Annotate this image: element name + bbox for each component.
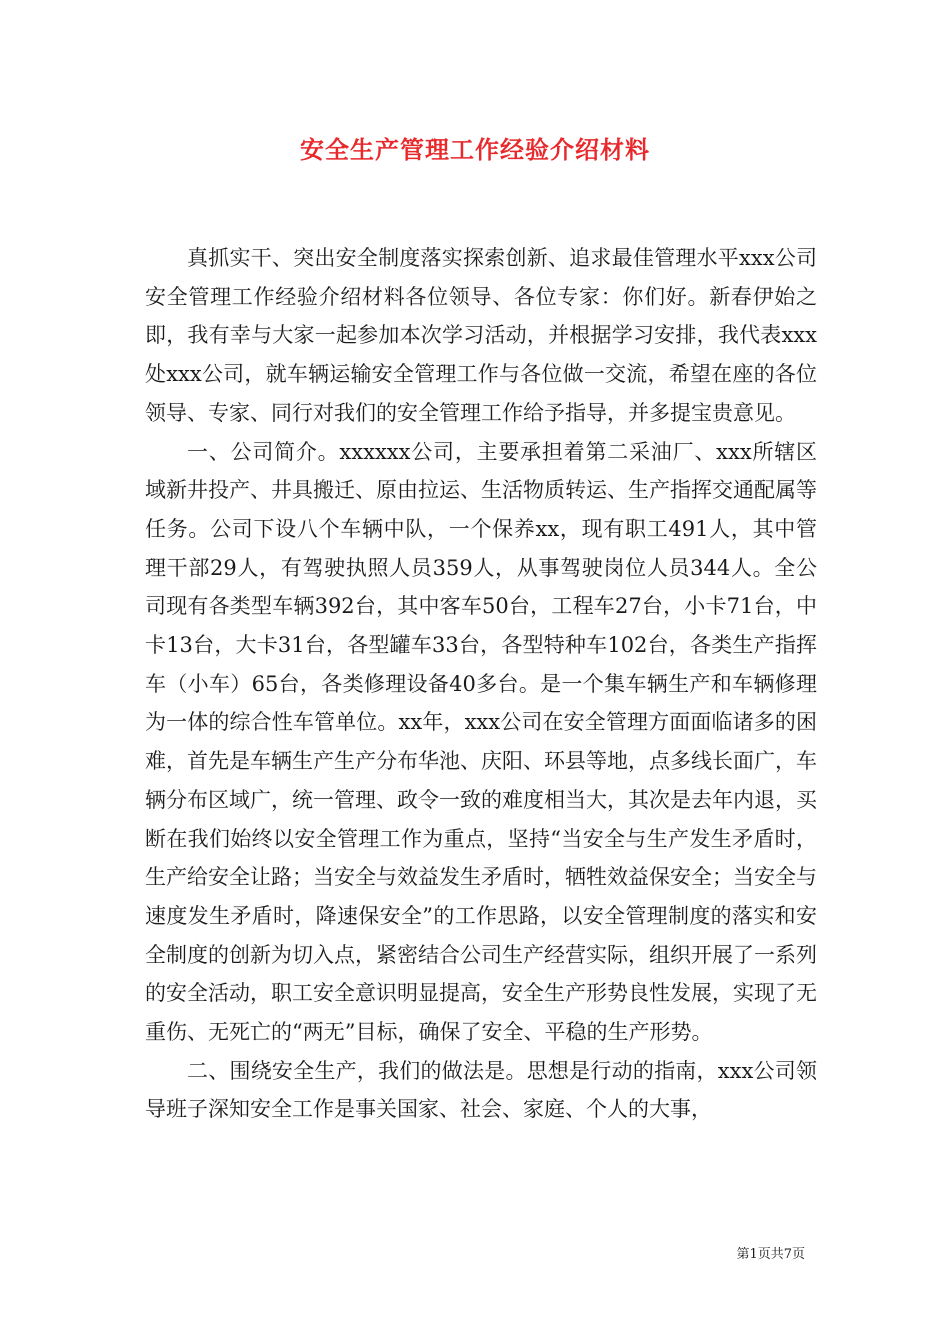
document-title: 安全生产管理工作经验介绍材料 xyxy=(300,135,650,164)
document-body xyxy=(145,239,817,1129)
paragraph-practices: 二、围绕安全生产，我们的做法是。思想是行动的指南，xxx公司领导班子深知安全工作是事关国家、社会、家庭、个人的大事， xyxy=(145,1058,817,1122)
paragraph-company-profile: 一、公司简介。xxxxxx公司，主要承担着第二采油厂、xxx所辖区域新井投产、井具搬迁、原由拉运、生活物质转运、生产指挥交通配属等任务。公司下设八个车辆中队，一个保养xx，现有职工491人，其中管理干部29人，有驾驶执照人员359人，从事驾驶岗位人员344人。全公司现有各类型车辆392台，其中客车50台，工程车27台，小卡71台，中卡13台，大卡31台，各型罐车33台，各型特种车102台，各类生产指挥车（小车）65台，各类修理设备40多台。是一个集车辆生产和车辆修理为一体的综合性车管单位。xx年，xxx公司在安全管理方面面临诸多的困难，首先是车辆生产生产分布华池、庆阳、环县等地，点多线长面广，车辆分布区域广，统一管理、政令一致的难度相当大，其次是去年内退，买断在我们始终以安全管理工作为重点，坚持“当安全与生产发生矛盾时，生产给安全让路；当安全与效益发生矛盾时，牺牲效益保安全；当安全与速度发生矛盾时，降速保安全”的工作思路，以安全管理制度的落实和安全制度的创新为切入点，紧密结合公司生产经营实际，组织开展了一系列的安全活动，职工安全意识明显提高，安全生产形势良性发展，实现了无重伤、无死亡的“两无”目标，确保了安全、平稳的生产形势。 xyxy=(145,439,817,1045)
page-number-footer: 第1页共7页 xyxy=(736,1247,805,1262)
paragraph-intro: 真抓实干、突出安全制度落实探索创新、追求最佳管理水平xxx公司安全管理工作经验介绍材料各位领导、各位专家：你们好。新春伊始之即，我有幸与大家一起参加本次学习活动，并根据学习安排，我代表xxx处xxx公司，就车辆运输安全管理工作与各位做一交流，希望在座的各位领导、专家、同行对我们的安全管理工作给予指导，并多提宝贵意见。 xyxy=(145,246,817,425)
